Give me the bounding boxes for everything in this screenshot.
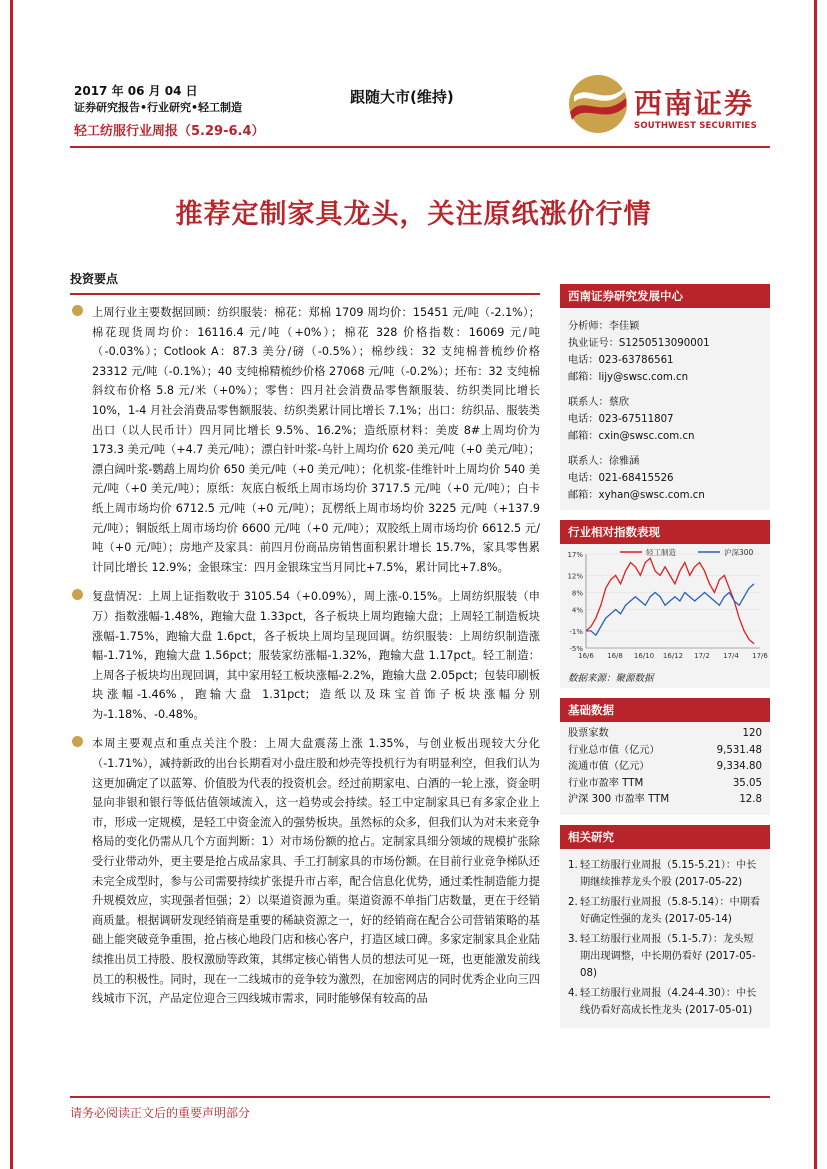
row-value: 120	[742, 728, 762, 739]
research-center-heading: 西南证券研究发展中心	[560, 284, 770, 308]
report-date: 2017 年 06 月 04 日	[74, 84, 198, 98]
list-item[interactable]: 1. 轻工纺服行业周报（5.15-5.21）：中长期继续推荐龙头个股 (2017-05-22)	[568, 859, 757, 888]
related-research-list	[560, 849, 770, 1028]
phone: 电话：023-67511807	[568, 414, 674, 425]
analyst: 分析师：李佳颖	[568, 321, 640, 332]
contact-info	[560, 308, 770, 510]
main-title: 推荐定制家具龙头，关注原纸涨价行情	[175, 199, 652, 230]
rating: 跟随大市(维持)	[350, 88, 454, 106]
row-value: 9,531.48	[716, 744, 762, 756]
y-tick-label: 17%	[567, 551, 583, 559]
phone: 电话：021-68415526	[568, 473, 674, 484]
contact-person: 联系人：徐雅涵	[568, 456, 640, 467]
row-value: 9,334.80	[716, 761, 762, 772]
x-tick-label: 17/2	[694, 652, 710, 660]
basic-data-heading: 基础数据	[560, 698, 770, 722]
contact-person: 联系人：蔡欣	[568, 397, 630, 408]
y-tick-label: -1%	[569, 627, 583, 636]
paragraph-text: 复盘情况：上周上证指数收于 3105.54（+0.09%），周上涨-0.15%。上周纺织服装（申万）指数涨幅-1.48%，跑输大盘 1.33pct，各子板块上周均跑输大盘；上周轻工制造板块涨幅-1.75%，跑输大盘 1.6pct，各子板块上周均呈现回调。纺织服装：上周纺织制造涨幅-1.71%，跑输大盘 1.56pct；服装家纺涨幅-1.32%，跑输大盘 1.17pct。轻工制造：上周各子板块均出现回调，其中家用轻工板块涨幅-2.2%，跑输大盘 2.05pct；包装印刷板块涨幅-1.46%，跑输大盘 1.31pct；造纸以及珠宝首饰子板块涨幅分别为-1.18%、-0.48%。	[92, 590, 540, 721]
bullet-icon	[72, 305, 83, 316]
list-item[interactable]: 2. 轻工纺服行业周报（5.8-5.14）：中期看好确定性强的龙头 (2017-05-14)	[568, 896, 761, 925]
footer-divider	[70, 1096, 770, 1098]
y-tick-label: 8%	[571, 589, 583, 598]
paragraph-key-views	[70, 734, 540, 1008]
email-link[interactable]: 邮箱：xyhan@swsc.com.cn	[568, 490, 705, 501]
legend-label: 轻工制造	[646, 548, 676, 557]
y-tick-label: 4%	[571, 606, 583, 615]
header-divider	[70, 146, 770, 148]
y-tick-label: 12%	[567, 572, 583, 581]
email-link[interactable]: 邮箱：cxin@swsc.com.cn	[568, 431, 695, 442]
bullet-icon	[72, 736, 83, 747]
right-border-line	[814, 0, 817, 1169]
legend-label: 沪深300	[724, 548, 754, 557]
logo-text-en: SOUTHWEST SECURITIES	[634, 121, 757, 131]
relative-index-heading: 行业相对指数表现	[560, 520, 770, 544]
paragraph-data-review	[70, 303, 540, 577]
weekly-report-title: 轻工纺服行业周报（5.29-6.4）	[74, 124, 265, 139]
email-link[interactable]: 邮箱：lijy@swsc.com.cn	[568, 372, 689, 383]
sidebar	[560, 284, 770, 1028]
row-value: 12.8	[739, 794, 762, 805]
bullet-icon	[72, 589, 83, 600]
investment-highlights	[70, 270, 540, 1009]
report-category: 证券研究报告•行业研究•轻工制造	[74, 101, 243, 114]
x-tick-label: 16/12	[662, 652, 684, 660]
footer-disclaimer: 请务必阅读正文后的重要声明部分	[70, 1106, 251, 1120]
table-row	[568, 726, 762, 743]
x-tick-label: 16/10	[633, 652, 655, 660]
row-label: 沪深 300 市盈率 TTM	[568, 794, 670, 805]
line-chart	[560, 544, 770, 666]
paragraph-text: 上周行业主要数据回顾：纺织服装：棉花：郑棉 1709 周均价：15451 元/吨（-2.1%）；棉花现货周均价：16116.4 元/吨（+0%）；棉花 328 价格指数：16069 元/吨（-0.03%）；Cotlook A：87.3 美分/磅（-0.5%）；棉纱线：32 支纯棉普梳纱价格 23312 元/吨（-0.1%）；40 支纯棉精梳纱价格 27068 元/吨（-0.2%）；坯布：32 支纯棉斜纹布价格 5.8 元/米（+0%）；零售：四月社会消费品零售额服装、纺织类同比增长 10%，1-4 月社会消费品零售额服装、纺织类累计同比增长 7.1%；出口：纺织品、服装类出口（以人民币计）四月同比增长 9.5%、16.2%；造纸原材料：美废 8#上周均价为 173.3 美元/吨（+4.7 美元/吨）；漂白针叶浆-乌针上周均价 620 美元/吨（+0 美元/吨）；漂白阔叶浆-鹦鹉上周均价 650 美元/吨（+0 美元/吨）；化机浆-佳维针叶上周均价 540 美元/吨（+0 美元/吨）；原纸：灰底白板纸上周市场均价 3717.5 元/吨（+0 元/吨）；白卡纸上周市场均价 6712.5 元/吨（+0 元/吨）；瓦楞纸上周市场均价 3225 元/吨（+137.9 元/吨）；铜版纸上周市场均价 6600 元/吨（+0 元/吨）；双胶纸上周市场均价 6612.5 元/吨（+0 元/吨）；房地产及家具：前四月份商品房销售面积累计增长 15.7%，家具零售累计同比增长 12.9%；金银珠宝：四月金银珠宝当月同比+7.5%，累计同比+7.8%。	[92, 306, 540, 574]
left-border-line	[10, 0, 13, 1169]
table-row	[568, 792, 762, 809]
x-tick-label: 16/6	[578, 652, 594, 660]
row-label: 行业市盈率 TTM	[568, 777, 644, 789]
phone: 电话：023-63786561	[568, 355, 674, 366]
license-number: 执业证号：S1250513090001	[568, 338, 710, 349]
paragraph-text: 本周主要观点和重点关注个股：上周大盘震荡上涨 1.35%，与创业板出现较大分化（-1.71%），减持新政的出台长期看对小盘庄股和炒壳等投机行为有明显利空，但我们认为这更加确定了以蓝筹、价值股为代表的投资机会。经过前期家电、白酒的一轮上涨，资金明显向非银和银行等低估值领域流入，这一趋势或会持续。轻工中定制家具已有多家企业上市，形成一定规模，是轻工中资金流入的强势板块。虽然标的众多，但我们认为对未来竞争格局的变化仍需从几个方面判断：1）对市场份额的抢占。定制家具细分领域的规模扩张除受行业带动外，更主要是抢占成品家具、手工打制家具的市场份额。在目前行业竞争梯队还未完全成型时，参与公司需要持续扩张提升市占率，配合信息化优势，通过柔性制造能力提升规模效应，实现强者恒强；2）以渠道资源为重。渠道资源不单指门店数量，更在于经销商质量。根据调研发现经销商是重要的稀缺资源之一，好的经销商在配合公司营销策略的基础上能突破竞争重围，抢占核心地段门店和核心客户，打造区域口碑。多家定制家具企业陆续推出员工持股、股权激励等政策，其绑定核心销售人员的想法可见一斑，也更能激发前线员工的积极性。同时，现在一二线城市的竞争较为激烈，在加密网店的同时优秀企业向三四线城市下沉，产品定位迎合三四线城市需求，同时能够保有较高的品	[92, 737, 540, 1006]
x-tick-label: 17/6	[752, 652, 768, 660]
table-row	[568, 743, 762, 760]
relative-index-chart	[560, 544, 770, 688]
y-tick-label: -5%	[569, 645, 583, 653]
basic-data-table	[560, 722, 770, 815]
row-label: 股票家数	[568, 728, 609, 739]
row-value: 35.05	[732, 777, 762, 789]
logo-text-cn: 西南证券	[634, 87, 755, 120]
section-heading: 投资要点	[70, 270, 540, 295]
row-label: 行业总市值（亿元）	[568, 744, 660, 756]
x-tick-label: 17/4	[723, 652, 739, 660]
row-label: 流通市值（亿元）	[568, 761, 650, 772]
list-item[interactable]: 3. 轻工纺服行业周报（5.1-5.7）：龙头短期出现调整，中长期仍看好 (2017-05-08)	[568, 933, 756, 979]
list-item[interactable]: 4. 轻工纺服行业周报（4.24-4.30）：中长线仍看好高成长性龙头 (2017-05-01)	[568, 987, 757, 1016]
table-row	[568, 776, 762, 793]
paragraph-market-review	[70, 587, 540, 724]
x-tick-label: 16/8	[607, 652, 623, 660]
related-research-heading: 相关研究	[560, 825, 770, 849]
data-source: 数据来源：聚源数据	[568, 673, 654, 684]
table-row	[568, 759, 762, 776]
